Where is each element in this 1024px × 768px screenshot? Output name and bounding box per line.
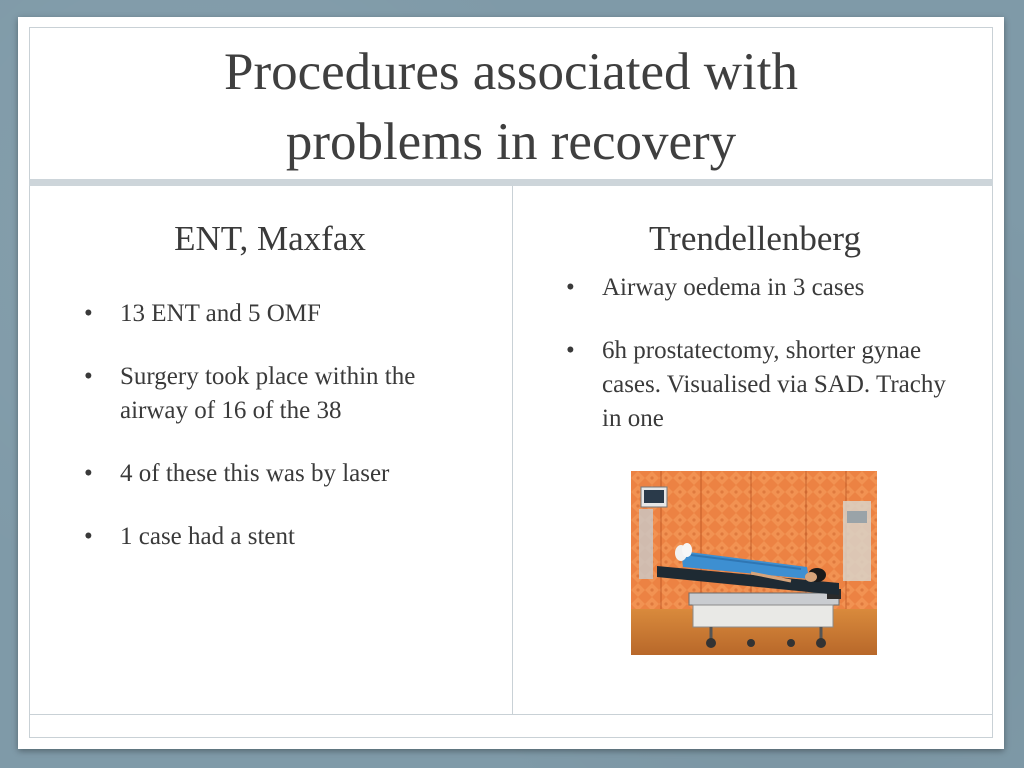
title-line-1: Procedures associated with xyxy=(224,43,798,101)
bullet-icon: • xyxy=(84,300,93,327)
title-line-2: problems in recovery xyxy=(285,113,737,171)
bullet-text: Surgery took place within the airway of 16 of the 38 xyxy=(120,363,416,424)
bullet-icon: • xyxy=(566,274,575,301)
column-divider xyxy=(512,186,513,714)
bullet-icon: • xyxy=(566,337,575,364)
bullet-text: 4 of these this was by laser xyxy=(120,460,390,487)
list-item xyxy=(560,271,960,305)
bullet-icon: • xyxy=(84,460,93,487)
list-item xyxy=(78,457,478,491)
left-column-heading: ENT, Maxfax xyxy=(174,219,366,258)
bottom-divider xyxy=(29,714,993,715)
title-divider xyxy=(29,179,993,186)
bullet-text: 6h prostatectomy, shorter gynae cases. Visualised via SAD. Trachy in one xyxy=(602,337,946,432)
bullet-icon: • xyxy=(84,363,93,390)
list-item xyxy=(560,334,960,436)
list-item xyxy=(78,360,478,428)
patient-trendelenburg-photo xyxy=(631,471,877,655)
slide xyxy=(18,17,1004,749)
bullet-icon: • xyxy=(84,523,93,550)
bullet-text: Airway oedema in 3 cases xyxy=(602,274,865,301)
bullet-text: 1 case had a stent xyxy=(120,523,295,550)
right-column-heading: Trendellenberg xyxy=(649,219,861,258)
bullet-text: 13 ENT and 5 OMF xyxy=(120,300,321,327)
slide-title xyxy=(18,37,1004,177)
list-item xyxy=(78,520,478,554)
list-item xyxy=(78,297,478,331)
left-bullet-list xyxy=(78,297,478,583)
right-bullet-list xyxy=(560,271,960,465)
